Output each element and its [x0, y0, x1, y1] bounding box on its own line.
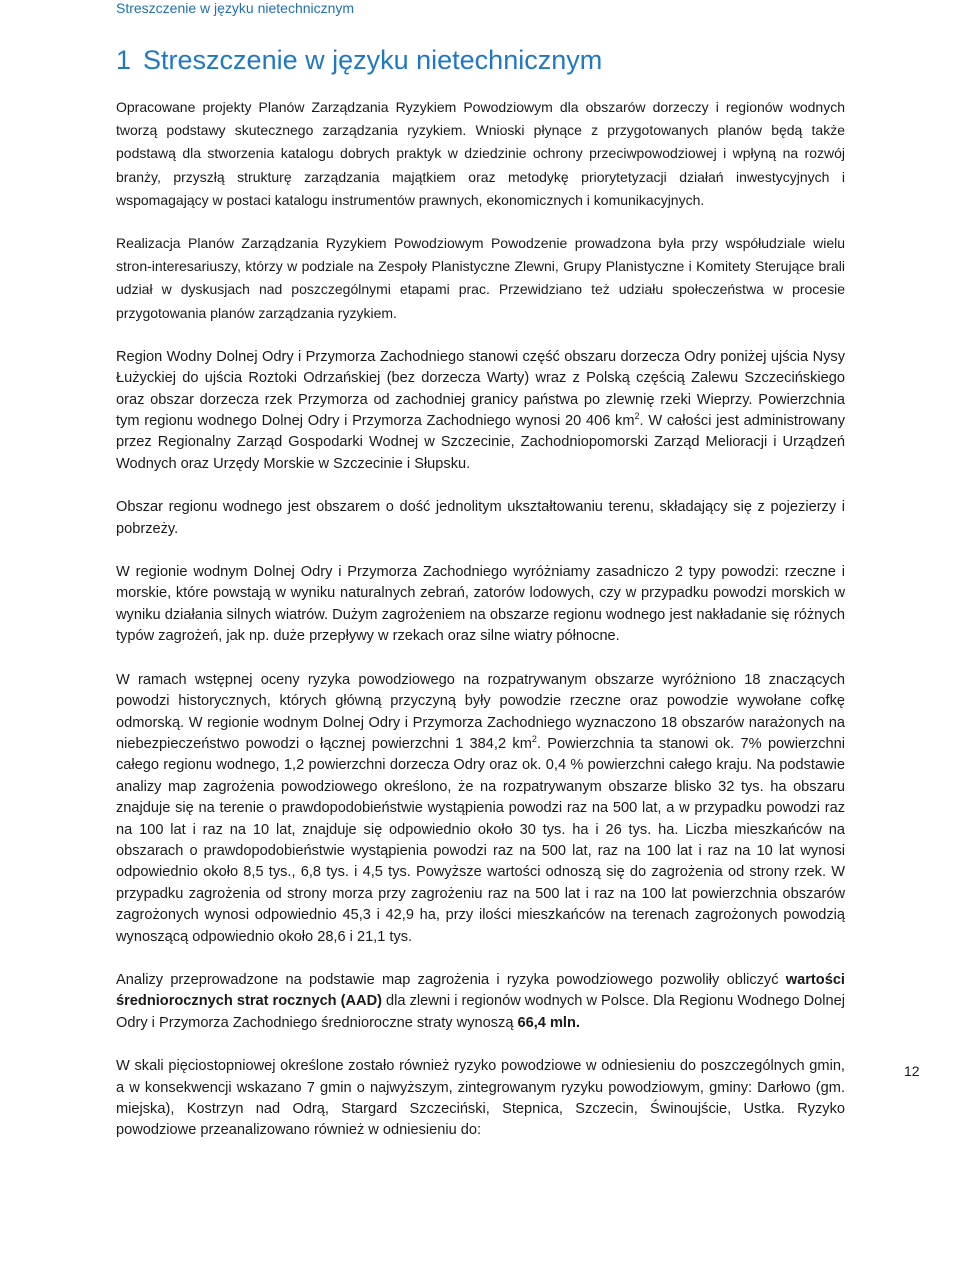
paragraph-flood-types: W regionie wodnym Dolnej Odry i Przymorza Zachodniego wyróżniamy zasadniczo 2 typy powodzi: rzeczne i morskie, które powstają w wyniku naturalnych zebrań, zatorów lodowych, czy w przypadku powodzi morskich w wyniku działania silnych wiatrów. Dużym zagrożeniem na obszarze regionu wodnego jest nakładanie się różnych typów zagrożeń, jak np. duże przepływy w rzekach oraz silne wiatry północne.	[116, 564, 845, 645]
region-text-a: Region Wodny Dolnej Odry i Przymorza Zachodniego stanowi część obszaru dorzecza Odry poniżej ujścia Nysy Łużyckiej do ujścia Roztoki Odrzańskiej (bez dorzecza Warty) wraz z Polską częścią Zalewu Szczecińskiego oraz obszar dorzecza rzek Przymorza od zachodniej granicy państwa po zlewnię rzeki Wieprzy. Powierzchnia tym regionu wodnego Dolnej Odry i Przymorza Zachodniego wynosi 20 406 km	[116, 348, 845, 430]
paragraph-intro: Opracowane projekty Planów Zarządzania Ryzykiem Powodziowym dla obszarów dorzeczy i regionów wodnych tworzą podstawy skutecznego zarządzania ryzykiem. Wnioski płynące z przygotowanych planów będą także podstawą dla stworzenia katalogu dobrych praktyk w dziedzinie ochrony przeciwpowodziowej i wpłyną na rozwój branży, przyszłą strukturę zarządzania majątkiem oraz metodykę priorytetyzacji działań inwestycyjnych i wspomagający w postaci katalogu instrumentów prawnych, ekonomicznych i komunikacyjnych.	[116, 99, 845, 208]
running-header: Streszczenie w języku nietechnicznym	[116, 0, 355, 16]
aad-value: 66,4 mln.	[517, 1014, 580, 1031]
paragraph-aad	[116, 970, 845, 1034]
risk-area-unit-sup: 2	[531, 733, 537, 744]
paragraph-terrain: Obszar regionu wodnego jest obszarem o dość jednolitym ukształtowaniu terenu, składający się z pojezierzy i pobrzeży.	[116, 499, 845, 537]
aad-term: wartości średniorocznych strat rocznych (AAD)	[116, 971, 845, 1010]
section-number: 1	[116, 45, 132, 75]
aad-text-a: Analizy przeprowadzone na podstawie map zagrożenia i ryzyka powodziowego pozwoliły obliczyć	[116, 971, 786, 988]
document-body	[116, 96, 845, 1142]
paragraph-risk-assessment	[116, 670, 845, 948]
risk-text-a: W ramach wstępnej oceny ryzyka powodziowego na rozpatrywanym obszarze wyróżniono 18 znaczących powodzi historycznych, których główną przyczyną były powodzie rzeczne oraz powodzie wywołane cofkę odmorską. W regionie wodnym Dolnej Odry i Przymorza Zachodniego wyznaczono 18 obszarów narażonych na niebezpieczeństwo powodzi o łącznej powierzchni 1 384,2 km	[116, 671, 845, 752]
region-area-unit-sup: 2	[634, 411, 640, 422]
paragraph-municipalities: W skali pięciostopniowej określone zostało również ryzyko powodziowe w odniesieniu do poszczególnych gmin, a w konsekwencji wskazano 7 gmin o najwyższym, zintegrowanym ryzyku powodziowym, gminy: Darłowo (gm. miejska), Kostrzyn nad Odrą, Stargard Szczeciński, Stepnica, Szczecin, Świnoujście, Ustka. Ryzyko powodziowe przeanalizowano również w odniesieniu do:	[116, 1058, 845, 1139]
section-heading	[116, 44, 602, 76]
section-title: Streszczenie w języku nietechnicznym	[143, 45, 603, 75]
paragraph-realization: Realizacja Planów Zarządzania Ryzykiem Powodziowym Powodzenie prowadzona była przy współudziale wielu stron-interesariuszy, którzy w podziale na Zespoły Planistyczne Zlewni, Grupy Planistyczne i Komitety Sterujące brali udział w dyskusjach nad poszczególnymi etapami prac. Przewidziano też udziału społeczeństwa w procesie przygotowania planów zarządzania ryzykiem.	[116, 235, 845, 321]
aad-text-b: dla zlewni i regionów wodnych w Polsce. Dla Regionu Wodnego Dolnej Odry i Przymorza Zachodniego średnioroczne straty wynoszą	[116, 993, 845, 1031]
page-number: 12	[904, 1063, 920, 1079]
region-text-b: . W całości jest administrowany przez Regionalny Zarząd Gospodarki Wodnej w Szczecinie, Zachodniopomorski Zarząd Melioracji i Urządzeń Wodnych oraz Urzędy Morskie w Szczecinie i Słupsku.	[116, 413, 845, 472]
paragraph-region	[116, 347, 845, 475]
risk-text-b: . Powierzchnia ta stanowi ok. 7% powierzchni całego regionu wodnego, 1,2 powierzchni dorzecza Odry oraz ok. 0,4 % powierzchni całego kraju. Na podstawie analizy map zagrożenia powodziowego określono, że na rozpatrywanym obszarze blisko 32 tys. ha obszaru znajduje się na terenie o prawdopodobieństwie wystąpienia powodzi raz na 500 lat, a w przypadku powodzi raz na 100 lat i raz na 10 lat, znajduje się odpowiednio około 30 tys. ha i 26 tys. ha. Liczba mieszkańców na obszarach o prawdopodobieństwie wystąpienia powodzi raz na 500 lat, raz na 100 lat i raz na 10 lat wynosi odpowiednio około 8,5 tys., 6,8 tys. i 4,5 tys. Powyższe wartości odnoszą się do zagrożenia od strony rzek. W przypadku zagrożenia od strony morza przy zagrożeniu raz na 500 lat i raz na 100 lat powierzchnia obszarów zagrożonych wynosi odpowiednio 45,3 i 42,9 ha, przy ilości mieszkańców na terenach zagrożonych powodzią wynoszącą odpowiednio około 28,6 i 21,1 tys.	[116, 735, 845, 945]
